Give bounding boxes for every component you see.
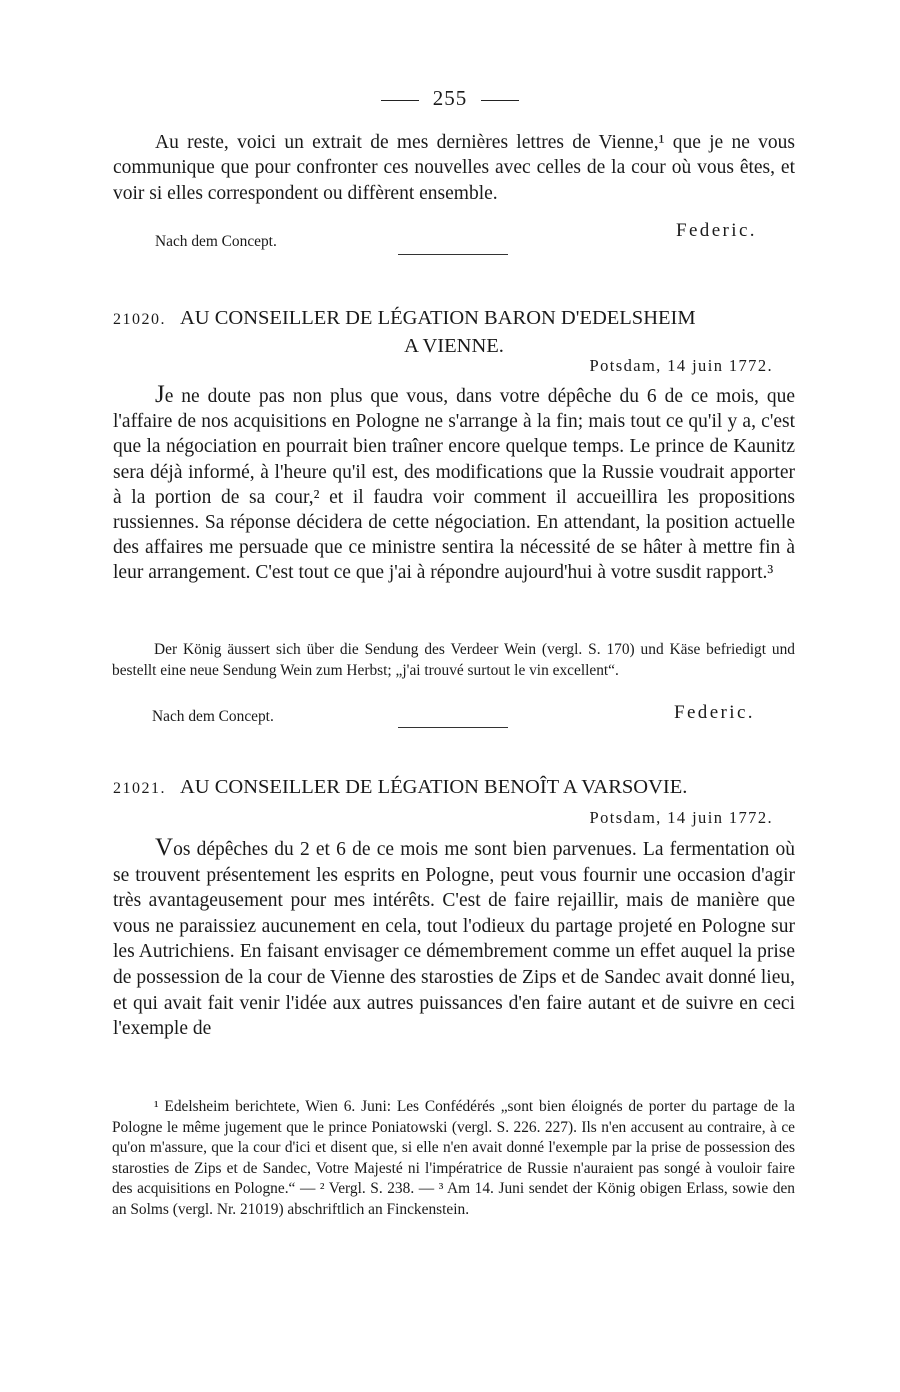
intro-paragraph: Au reste, voici un extrait de mes dernières lettres de Vienne,¹ que je ne vous communique que pour confronter ces nouvelles avec celles de la cour où vous êtes, et voir si elles correspondent ou diffèrent ensemble.: [113, 132, 795, 204]
page-number-dash-left: [381, 100, 419, 101]
letter-21020-number: 21020.: [113, 311, 166, 328]
letter-21020-dateline: [590, 356, 773, 376]
letter-21021-body: [113, 835, 795, 1042]
letter-21021-number: 21021.: [113, 780, 166, 797]
intro-concept-note: Nach dem Concept.: [155, 233, 277, 250]
intro-signature: Federic.: [676, 220, 757, 241]
letter-21020-signature: Federic.: [674, 702, 755, 723]
page-number-text: 255: [432, 86, 468, 110]
section-separator-2: [398, 727, 508, 728]
letter-21020-dropcap: J: [155, 381, 165, 408]
letter-21021-body-text: os dépêches du 2 et 6 de ce mois me sont bien parvenues. La fermentation où se trouvent présentement les esprits en Pologne, peut vous fournir une occasion d'agir très avantageusement pour mes intérêts. C'est de faire rejaillir, mais de manière que vous ne paraissiez aucunement en cela, tout l'odieux du partage projeté en Pologne sur les Autrichiens. En faisant envisager ce démembrement comme un effet auquel la prise de possession de la cour de Vienne des starosties de Zips et de Sandec avait donné lieu, et qui avait fait venir l'idée aux autres puissances d'en faire autant et de suivre en ceci l'exemple de: [113, 839, 795, 1040]
page-number-dash-right: [481, 100, 519, 101]
letter-21020-body-text: e ne doute pas non plus que vous, dans votre dépêche du 6 de ce mois, que l'affaire de nos acquisitions en Pologne ne s'arrange à la fin; mais tout ce qu'il y a, c'est que la négociation en pourrait bien traîner encore quelque temps. Le prince de Kaunitz sera déjà informé, à l'heure qu'il est, des modifications que la Russie voudrait apporter à la portion de sa cour,² et il faudra voir comment il accueillira les propositions russiennes. Sa réponse décidera de cette négociation. En attendant, la position actuelle des affaires me persuade que ce ministre sentira la nécessité de se hâter à mettre fin à leur arrangement. C'est tout ce que j'ai à répondre aujourd'hui à votre susdit rapport.³: [113, 386, 795, 584]
letter-21020-date-place: Potsdam,: [589, 356, 662, 375]
letter-21020-heading: [113, 305, 795, 359]
section-separator-1: [398, 254, 508, 255]
letter-21021-title: AU CONSEILLER DE LÉGATION BENOÎT A VARSOVIE.: [180, 776, 688, 798]
footnotes: ¹ Edelsheim berichtete, Wien 6. Juni: Les Confédérés „sont bien éloignés de porter du partage de la Pologne le même jugement que le prince Poniatowski (vergl. S. 226. 227). Ils n'en accusent au contraire, à ce qu'on m'assure, que la cour d'ici et disent que, si elle n'en avait donné l'exemple par la prise de possession des starosties de Zips et de Sandec, Votre Majesté ni l'impératrice de Russie n'auraient pas songé à vouloir faire des acquisitions en Pologne.“ — ² Vergl. S. 238. — ³ Am 14. Juni sendet der König obigen Erlass, sowie den an Solms (vergl. Nr. 21019) abschriftlich an Finckenstein.: [112, 1098, 795, 1218]
letter-21021-dropcap: V: [155, 834, 174, 861]
letter-21021-date-place: Potsdam,: [589, 808, 662, 827]
letter-21020-date-rest: 14 juin 1772.: [667, 356, 773, 375]
letter-21021-dateline: [590, 808, 773, 828]
letter-21020-title-line1: AU CONSEILLER DE LÉGATION BARON D'EDELSHEIM: [180, 307, 696, 329]
letter-21020-body: [113, 382, 795, 586]
letter-21020-note: Der König äussert sich über die Sendung des Verdeer Wein (vergl. S. 170) und Käse befriedigt und bestellt eine neue Sendung Wein zum Herbst; „j'ai trouvé surtout le vin excellent“.: [112, 641, 795, 679]
page-number: [0, 86, 900, 111]
letter-21021-heading: [113, 774, 795, 802]
letter-21021-date-rest: 14 juin 1772.: [667, 808, 773, 827]
letter-21020-title-line2: A VIENNE.: [404, 335, 504, 357]
letter-21020-concept-note: Nach dem Concept.: [152, 708, 274, 725]
